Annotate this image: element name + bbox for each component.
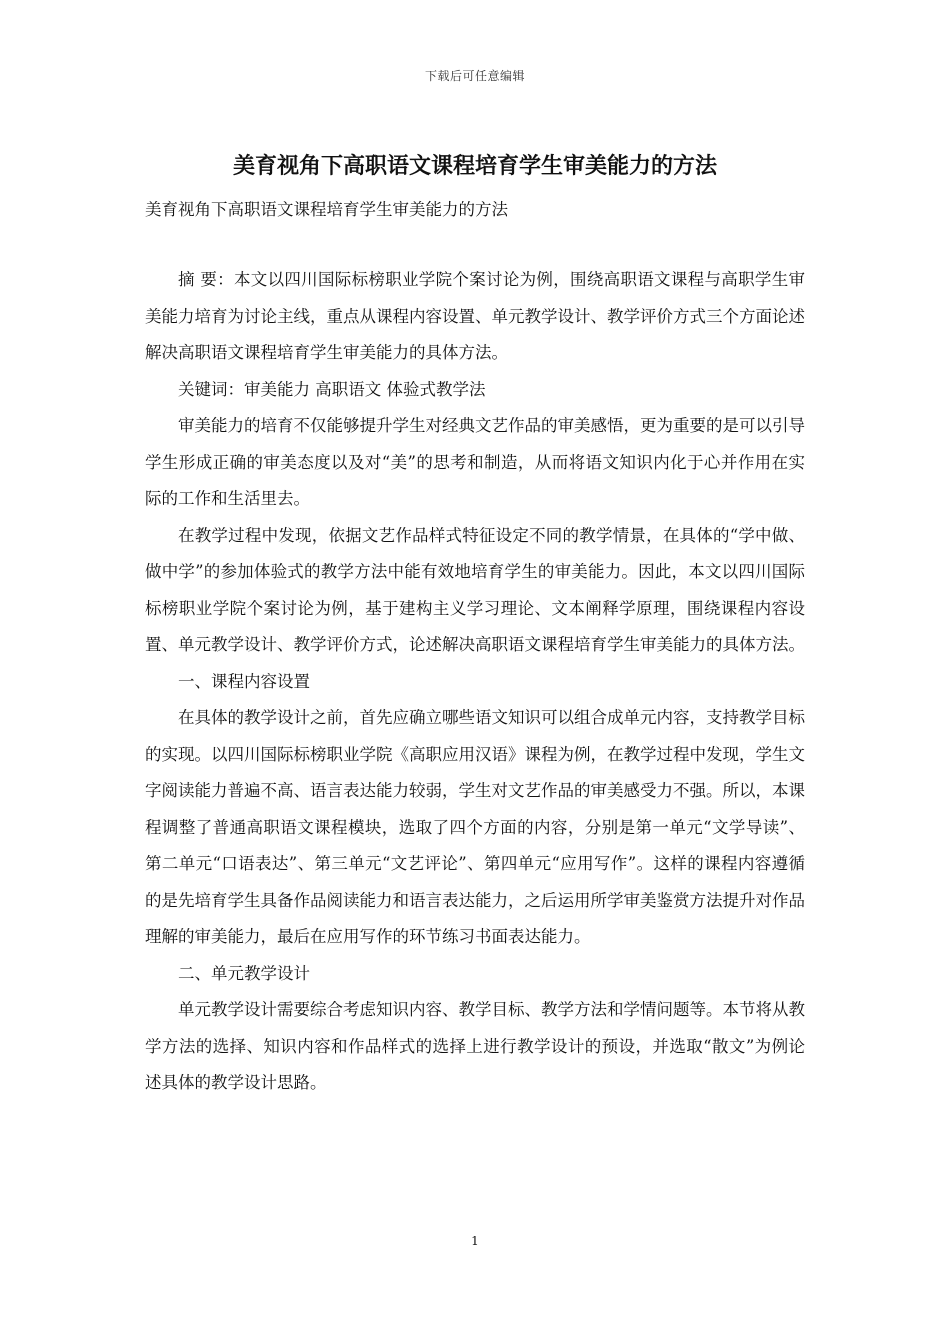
header-note: 下载后可任意编辑 (424, 69, 525, 83)
keywords-paragraph: 关键词：审美能力 高职语文 体验式教学法 (178, 379, 486, 399)
intro-paragraph-1: 审美能力的培育不仅能够提升学生对经典文艺作品的审美感悟，更为重要的是可以引导学生形成正确的审美态度以及对“美”的思考和制造，从而将语文知识内化于心并作用在实际的工作和生活里去。 (145, 416, 805, 508)
document-subtitle: 美育视角下高职语文课程培育学生审美能力的方法 (145, 200, 508, 219)
document-title: 美育视角下高职语文课程培育学生审美能力的方法 (232, 153, 717, 179)
document-body (145, 150, 805, 1102)
section-2-heading: 二、单元教学设计 (178, 963, 310, 983)
section-1-paragraph: 在具体的教学设计之前，首先应确立哪些语文知识可以组合成单元内容，支持教学目标的实现。以四川国际标榜职业学院《高职应用汉语》课程为例，在教学过程中发现，学生文字阅读能力普遍不高、语言表达能力较弱，学生对文艺作品的审美感受力不强。所以，本课程调整了普通高职语文课程模块，选取了四个方面的内容，分别是第一单元“文学导读”、第二单元“口语表达”、第三单元“文艺评论”、第四单元“应用写作”。这样的课程内容遵循的是先培育学生具备作品阅读能力和语言表达能力，之后运用所学审美鉴赏方法提升对作品理解的审美能力，最后在应用写作的环节练习书面表达能力。 (145, 708, 805, 946)
section-1-heading: 一、课程内容设置 (178, 671, 310, 691)
section-2-paragraph: 单元教学设计需要综合考虑知识内容、教学目标、教学方法和学情问题等。本节将从教学方法的选择、知识内容和作品样式的选择上进行教学设计的预设，并选取“散文”为例论述具体的教学设计思路。 (145, 1000, 805, 1092)
intro-paragraph-2: 在教学过程中发现，依据文艺作品样式特征设定不同的教学情景，在具体的“学中做、做中学”的参加体验式的教学方法中能有效地培育学生的审美能力。因此，本文以四川国际标榜职业学院个案讨论为例，基于建构主义学习理论、文本阐释学原理，围绕课程内容设置、单元教学设计、教学评价方式，论述解决高职语文课程培育学生审美能力的具体方法。 (145, 525, 805, 654)
abstract-paragraph: 摘 要：本文以四川国际标榜职业学院个案讨论为例，围绕高职语文课程与高职学生审美能力培育为讨论主线，重点从课程内容设置、单元教学设计、教学评价方式三个方面论述解决高职语文课程培育学生审美能力的具体方法。 (145, 270, 805, 362)
page-number: 1 (471, 1234, 479, 1248)
